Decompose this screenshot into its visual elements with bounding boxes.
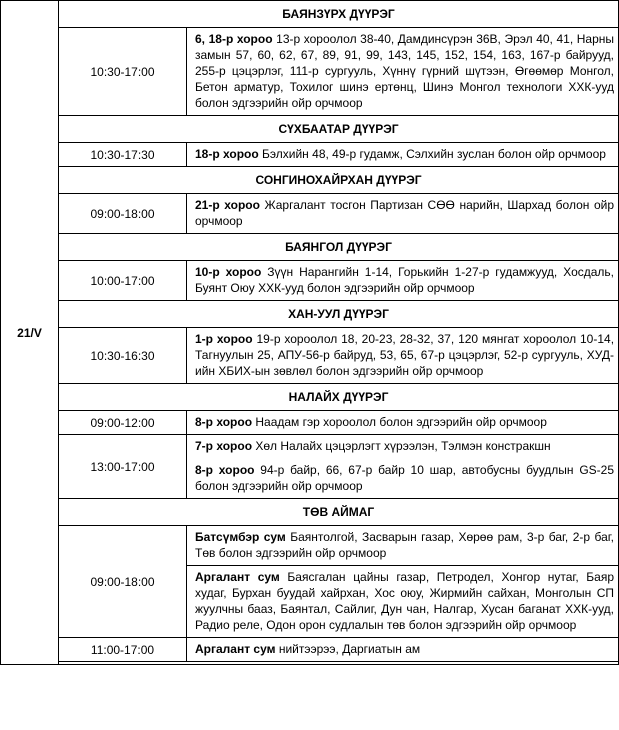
area-label: 6, 18-р хороо — [195, 32, 273, 46]
district-header: БАЯНЗҮРХ ДҮҮРЭГ — [59, 1, 619, 28]
area-description — [187, 526, 619, 566]
area-label: 7-р хороо — [195, 439, 253, 453]
area-text: Наадам гэр хороолол болон эдгээрийн ойр орчмоор — [252, 415, 547, 429]
area-text: нийтээрээ, Даргиатын ам — [275, 642, 421, 656]
area-label: Аргалант сум — [195, 570, 280, 584]
table-bottom-edge — [59, 662, 619, 665]
district-header: ТӨВ АЙМАГ — [59, 499, 619, 526]
area-text: 19-р хороолол 18, 20-23, 28-32, 37, 120 мянгат хороолол 10-14, Тагнуулын 25, АПУ-56-р байруд, 53, 65, 67-р цэцэрлэг, 52-р сургууль, ХУД-ийн ХБИХ-ын зөвлөл болон эдгээрийн ойр орчмоор — [195, 332, 615, 378]
area-label: 18-р хороо — [195, 147, 259, 161]
district-header: НАЛАЙХ ДҮҮРЭГ — [59, 384, 619, 411]
area-label: 1-р хороо — [195, 332, 253, 346]
area-description — [187, 261, 619, 301]
area-description — [187, 143, 619, 167]
area-text: Жаргалант тосгон Партизан СӨӨ нарийн, Шархад болон ойр орчмоор — [195, 198, 615, 228]
area-description — [187, 638, 619, 662]
time-cell: 10:30-17:30 — [59, 143, 187, 167]
district-header: СОНГИНОХАЙРХАН ДҮҮРЭГ — [59, 167, 619, 194]
time-cell: 10:00-17:00 — [59, 261, 187, 301]
district-header: ХАН-УУЛ ДҮҮРЭГ — [59, 301, 619, 328]
area-text: 94-р байр, 66, 67-р байр 10 шар, автобусны буудлын GS-25 болон эдгээрийн ойр орчмоор — [195, 463, 615, 493]
time-cell: 09:00-18:00 — [59, 526, 187, 638]
district-header: СҮХБААТАР ДҮҮРЭГ — [59, 116, 619, 143]
area-label: 10-р хороо — [195, 265, 262, 279]
time-cell: 10:30-17:00 — [59, 28, 187, 116]
area-description — [187, 411, 619, 435]
area-text: Баянтолгой, Засварын газар, Хөрөө рам, 3-р баг, 2-р баг, Төв болон эдгээрийн ойр орчмоор — [195, 530, 615, 560]
date-cell: 21/V — [1, 1, 59, 665]
area-description — [187, 566, 619, 638]
area-entry — [195, 438, 614, 454]
time-cell: 09:00-18:00 — [59, 194, 187, 234]
time-cell: 13:00-17:00 — [59, 435, 187, 499]
area-text: Бэлхийн 48, 49-р гудамж, Сэлхийн зуслан болон ойр орчмоор — [258, 147, 606, 161]
area-label: Батсүмбэр сум — [195, 530, 286, 544]
area-entry — [195, 462, 614, 494]
area-text: Зүүн Нарангийн 1-14, Горькийн 1-27-р гудамжууд, Хосдаль, Буянт Оюу ХХК-ууд болон эдгээрийн ойр орчмоор — [195, 265, 615, 295]
area-text: Баясгалан цайны газар, Петродел, Хонгор нутаг, Баяр худаг, Бурхан буудай хайрхан, Хос оюу, Жирмийн сайхан, Монголын СП жуулчны бааз, Баянтал, Сайлиг, Дун чан, Налгар, Хусан баганат ХХК-ууд, Радио реле, Одон орон судлалын төв болон эдгээрийн ойр орчмоор — [195, 570, 615, 632]
area-text: Хөл Налайх цэцэрлэгт хүрээлэн, Тэлмэн констракшн — [252, 439, 551, 453]
area-text: 13-р хороолол 38-40, Дамдинсүрэн 36В, Эрэл 40, 41, Нарны замын 57, 60, 62, 67, 89, 91, 99, 143, 145, 152, 154, 163, 167-р байрууд, 255-р цэцэрлэг, 111-р сургууль, Хүннү гүрний шүтээн, Өгөөмөр Монгол, Бетон арматур, Тохилог шинэ ертөнц, Шинэ Монгол технологи ХХК-ууд болон эдгээрийн ойр орчмоор — [195, 32, 615, 110]
area-label: Аргалант сум — [195, 642, 276, 656]
area-description — [187, 328, 619, 384]
area-label: 8-р хороо — [195, 463, 255, 477]
area-description — [187, 28, 619, 116]
district-header: БАЯНГОЛ ДҮҮРЭГ — [59, 234, 619, 261]
area-label: 21-р хороо — [195, 198, 260, 212]
time-cell: 10:30-16:30 — [59, 328, 187, 384]
area-description — [187, 194, 619, 234]
area-description — [187, 435, 619, 499]
time-cell: 11:00-17:00 — [59, 638, 187, 662]
area-label: 8-р хороо — [195, 415, 253, 429]
time-cell: 09:00-12:00 — [59, 411, 187, 435]
